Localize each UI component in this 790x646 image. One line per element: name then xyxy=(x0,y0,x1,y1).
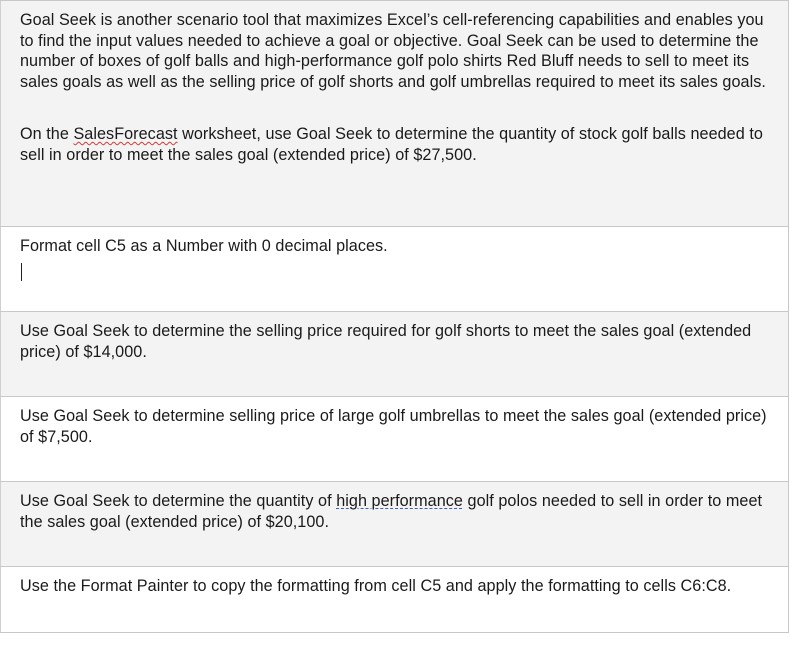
table-row xyxy=(1,312,789,397)
spelling-flagged-word[interactable]: SalesForecast xyxy=(73,125,178,143)
table-row xyxy=(1,1,789,227)
step-text: golf polos needed to sell in order to meet the sales goal (extended price) of $20,100. xyxy=(20,492,763,531)
step-paragraph: Use the Format Painter to copy the formatting from cell C5 and apply the formatting to cells C6:C8. xyxy=(20,577,732,595)
table-cell[interactable] xyxy=(1,567,789,633)
step-paragraph: Use Goal Seek to determine the selling price required for golf shorts to meet the sales goal (extended price) of $14,000. xyxy=(20,322,752,361)
table-row xyxy=(1,482,789,567)
step-text: On the xyxy=(20,125,74,143)
intro-paragraph: Goal Seek is another scenario tool that maximizes Excel’s cell-referencing capabilities and enables you to find the input values needed to achieve a goal or objective. Goal Seek can be used to determine the number of boxes of golf balls and high-performance golf polo shirts Red Bluff needs to sell to meet its sales goals as well as the selling price of golf shorts and golf umbrellas required to meet its sales goals. xyxy=(20,11,766,91)
step-paragraph xyxy=(20,124,768,165)
table-row xyxy=(1,567,789,633)
paragraph-spacer xyxy=(20,92,768,124)
table-cell[interactable] xyxy=(1,397,789,482)
text-cursor xyxy=(21,263,22,281)
step-text: worksheet, use Goal Seek to determine the quantity of stock golf balls needed to sell in order to meet the sales goal (extended price) of $27,500. xyxy=(20,125,763,164)
step-paragraph: Use Goal Seek to determine selling price of large golf umbrellas to meet the sales goal (extended price) of $7,500. xyxy=(20,407,767,446)
step-paragraph xyxy=(20,491,768,532)
table-cell[interactable] xyxy=(1,482,789,567)
table-cell[interactable] xyxy=(1,1,789,227)
step-text: Use Goal Seek to determine the quantity of xyxy=(20,492,337,510)
table-cell[interactable] xyxy=(1,227,789,312)
step-paragraph: Format cell C5 as a Number with 0 decimal places. xyxy=(20,237,388,255)
table-cell[interactable] xyxy=(1,312,789,397)
table-row xyxy=(1,227,789,312)
grammar-flagged-phrase[interactable]: high performance xyxy=(336,492,463,510)
table-row xyxy=(1,397,789,482)
